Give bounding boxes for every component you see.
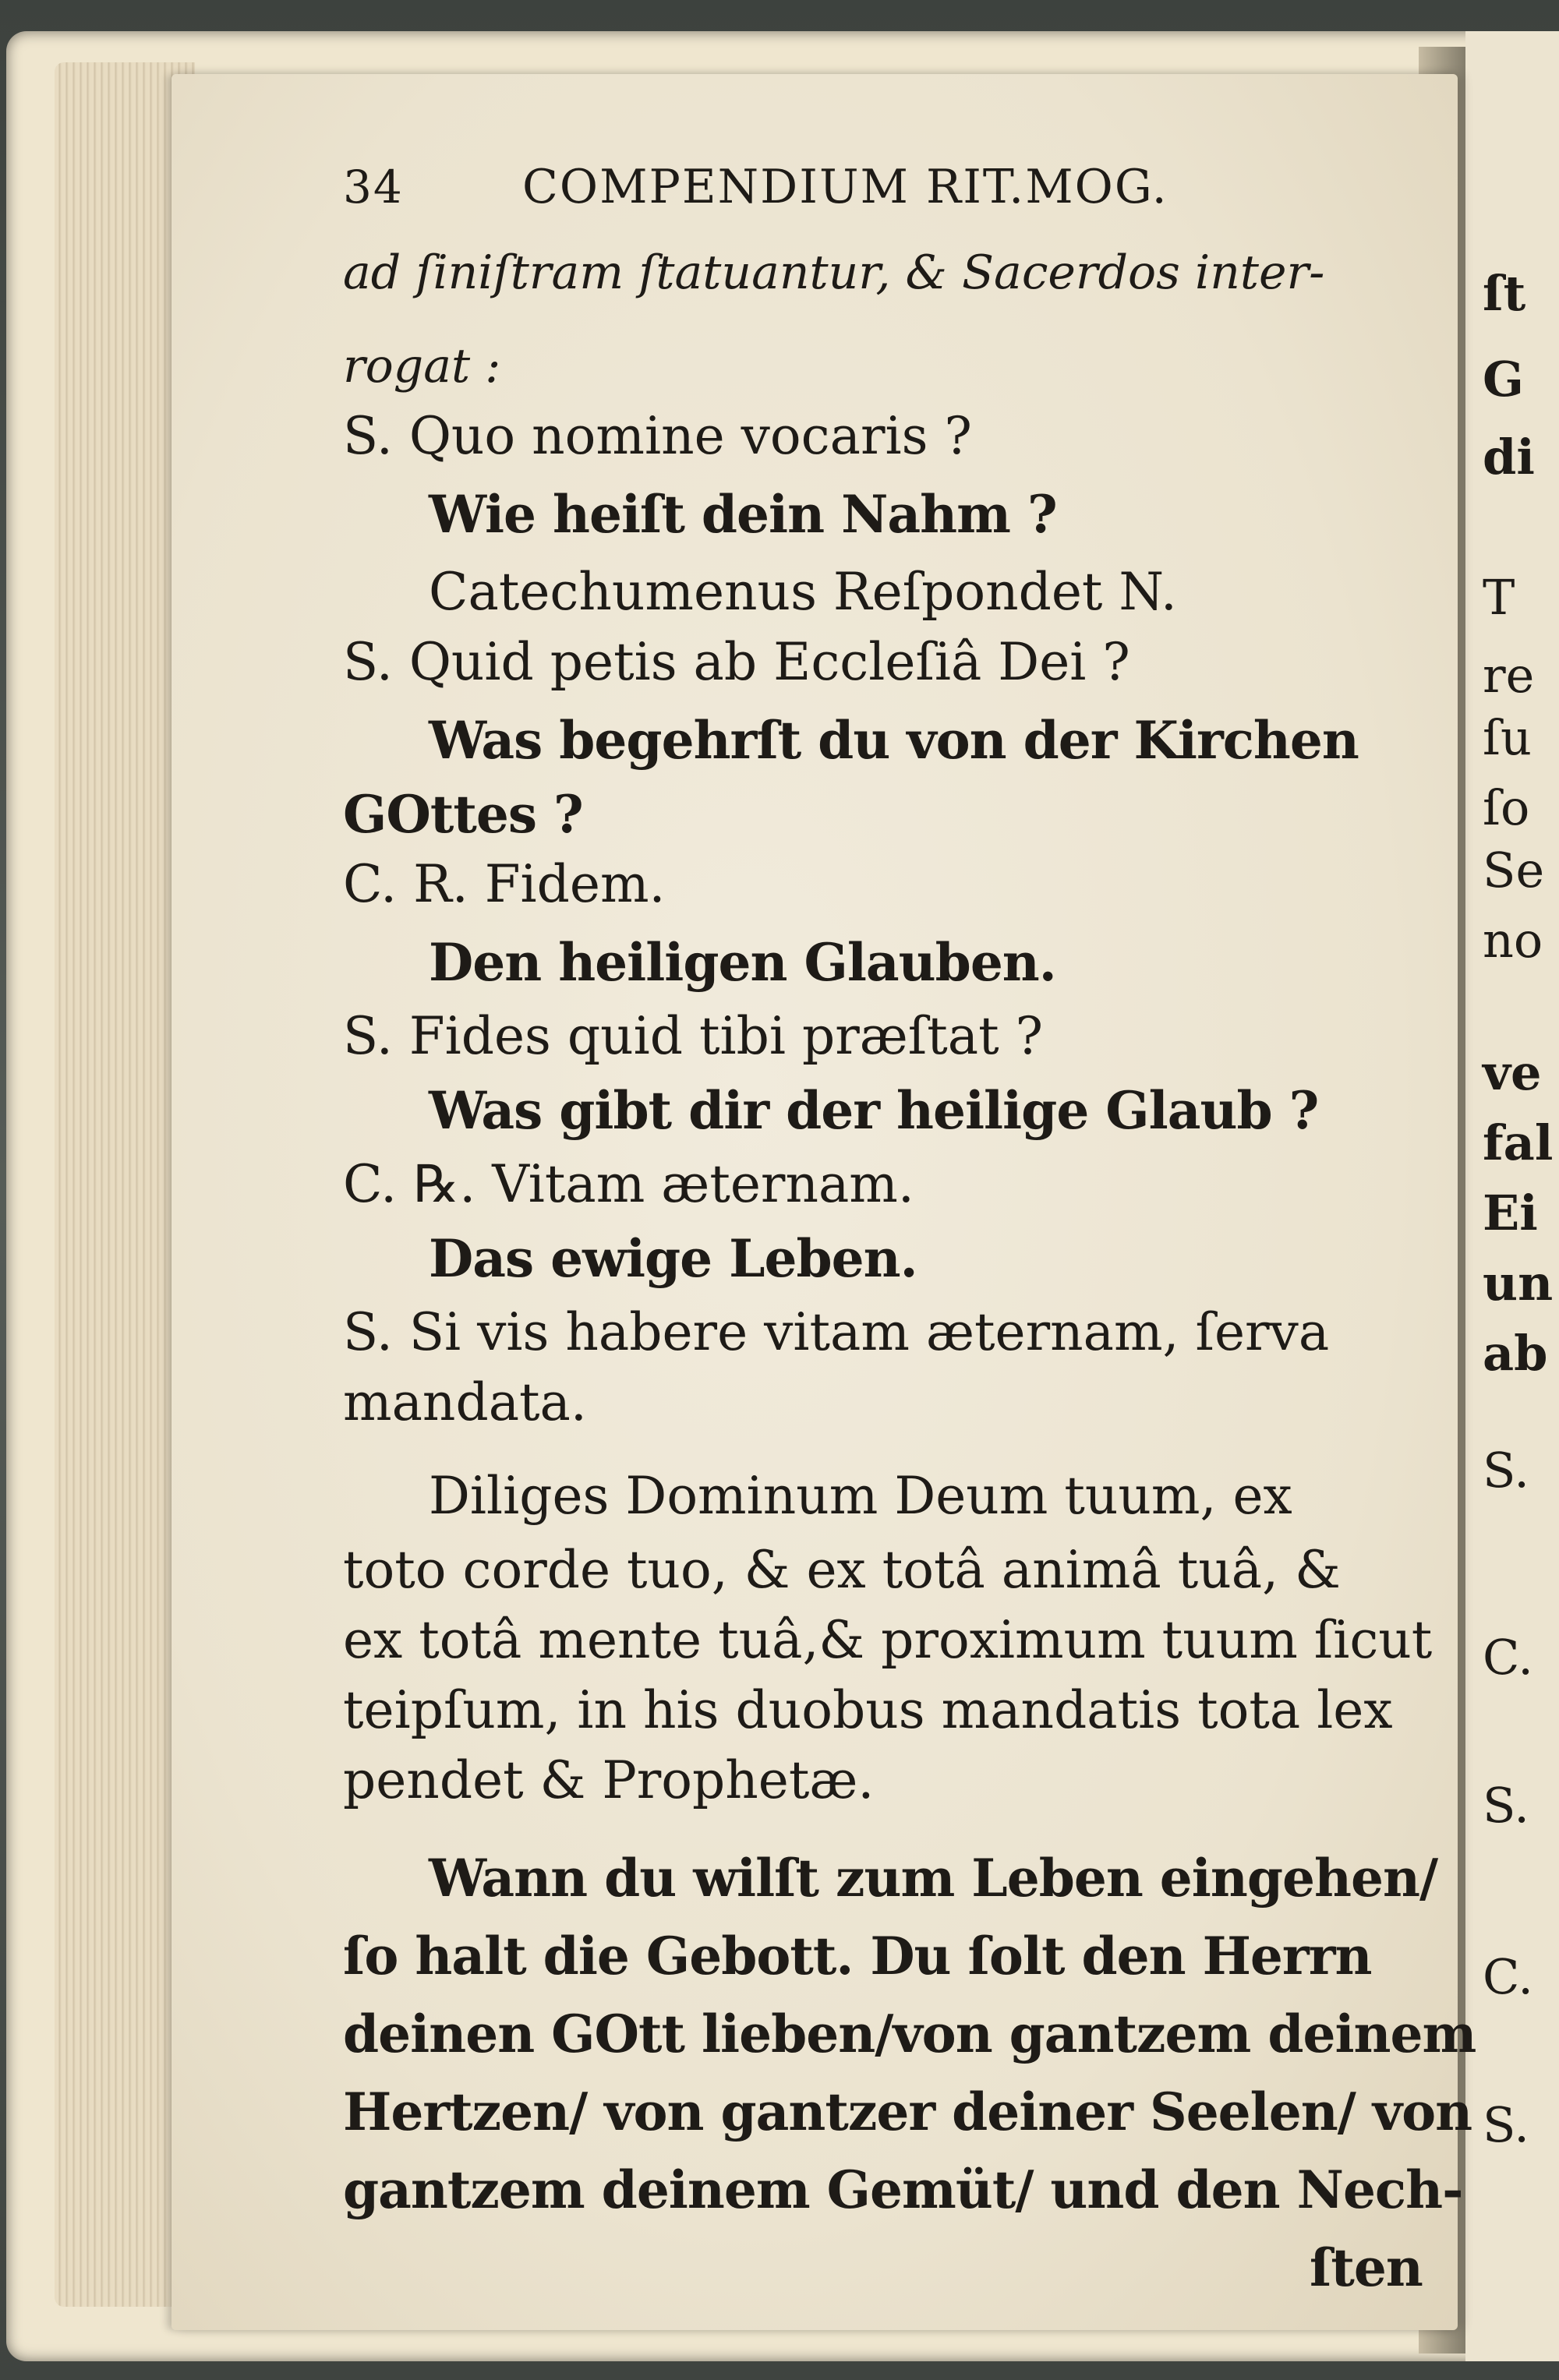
text-line: S. Fides quid tibi præſtat ? <box>343 1006 1043 1066</box>
facing-fragment: fal <box>1483 1114 1554 1171</box>
text-line: deinen GOtt lieben/von gantzem deinem <box>343 2004 1476 2064</box>
facing-fragment: ve <box>1483 1044 1542 1101</box>
facing-fragment: Se <box>1483 842 1545 899</box>
text-line: Diliges Dominum Deum tuum, ex <box>429 1466 1292 1526</box>
text-line: Was begehrſt du von der Kirchen <box>429 710 1359 771</box>
running-title: COMPENDIUM RIT.MOG. <box>521 160 1168 214</box>
text-line: gantzem deinem Gemüt/ und den Nech- <box>343 2159 1463 2220</box>
facing-fragment: Ei <box>1483 1185 1538 1241</box>
facing-fragment: S. <box>1483 1777 1529 1834</box>
text-line: S. Quo nomine vocaris ? <box>343 406 972 466</box>
text-line: Wie heiſt dein Nahm ? <box>429 484 1057 545</box>
facing-fragment: ſo <box>1483 779 1530 836</box>
text-line: Was gibt dir der heilige Glaub ? <box>429 1080 1319 1141</box>
text-line: C. ℞. Vitam æternam. <box>343 1154 914 1214</box>
facing-fragment: no <box>1483 912 1543 969</box>
text-line: Das ewige Leben. <box>429 1228 917 1289</box>
text-line: ſo halt die Gebott. Du ſolt den Herrn <box>343 1926 1372 1986</box>
text-line: Hertzen/ von gantzer deiner Seelen/ von <box>343 2082 1472 2142</box>
text-line: Catechumenus Reſpondet N. <box>429 562 1177 622</box>
facing-fragment: ab <box>1483 1325 1548 1382</box>
text-line: S. Quid petis ab Eccleſiâ Dei ? <box>343 632 1130 692</box>
running-header <box>343 156 1168 218</box>
facing-fragment: T <box>1483 569 1515 626</box>
facing-fragment: re <box>1483 647 1535 704</box>
facing-fragment: S. <box>1483 1442 1529 1499</box>
text-line: C. R. Fidem. <box>343 854 666 914</box>
text-line: GOttes ? <box>343 784 583 845</box>
text-line: S. Si vis habere vitam æternam, ſerva <box>343 1302 1330 1362</box>
facing-fragment: un <box>1483 1255 1554 1312</box>
catchword: ſten <box>1310 2237 1423 2298</box>
facing-fragment: di <box>1483 429 1535 486</box>
facing-fragment: ſt <box>1483 265 1526 322</box>
text-line: ex totâ mente tuâ,& proximum tuum ſicut <box>343 1610 1433 1670</box>
text-line: rogat : <box>343 339 501 394</box>
text-line: teipſum, in his duobus mandatis tota lex <box>343 1680 1393 1740</box>
facing-fragment: C. <box>1483 1948 1533 2005</box>
facing-fragment: C. <box>1483 1629 1533 1686</box>
text-line: pendet & Prophetæ. <box>343 1750 875 1810</box>
text-line: mandata. <box>343 1372 587 1432</box>
facing-fragment: ſu <box>1483 709 1532 766</box>
text-line: ad ſiniſtram ſtatuantur, & Sacerdos inter- <box>343 245 1325 300</box>
facing-fragment: G <box>1483 351 1524 408</box>
facing-fragment: S. <box>1483 2096 1529 2153</box>
text-line: Den heiligen Glauben. <box>429 932 1056 993</box>
text-line: toto corde tuo, & ex totâ animâ tuâ, & <box>343 1540 1341 1600</box>
page-number: 34 <box>343 161 404 214</box>
facing-page-edge <box>1465 31 1559 2361</box>
text-line: Wann du wilſt zum Leben eingehen/ <box>429 1848 1438 1909</box>
